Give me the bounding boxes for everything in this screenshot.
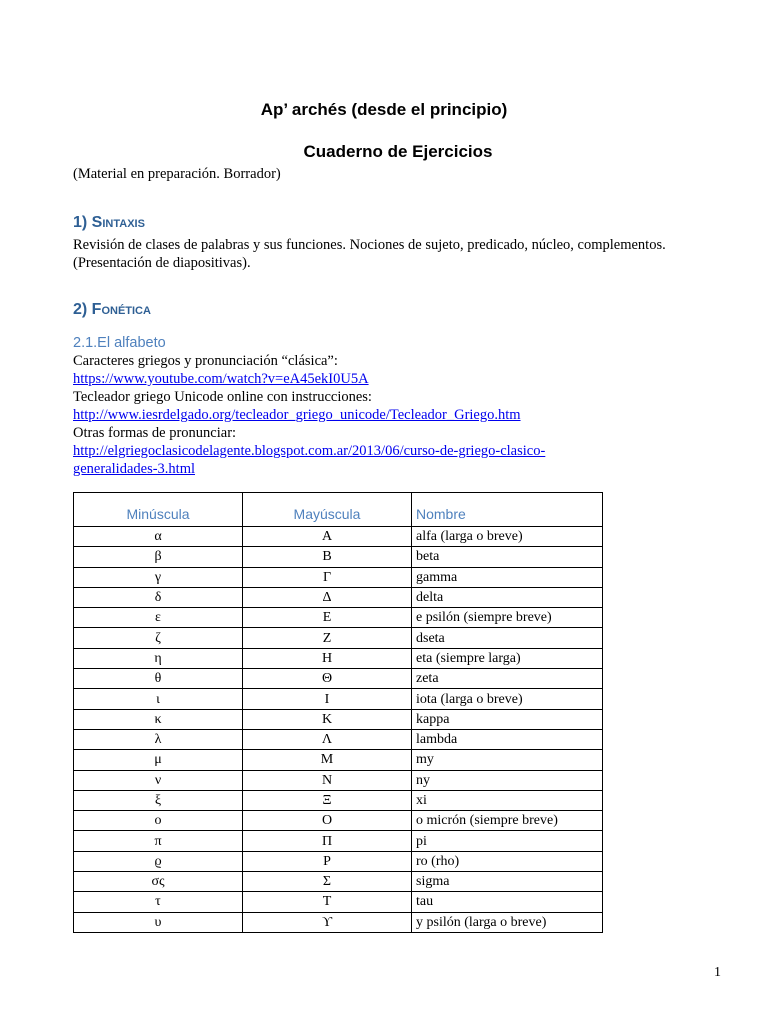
table-row xyxy=(74,587,603,607)
name-cell: e psilón (siempre breve) xyxy=(412,608,603,628)
lowercase-cell: υ xyxy=(74,912,243,932)
name-cell: lambda xyxy=(412,729,603,749)
table-row xyxy=(74,892,603,912)
name-cell: delta xyxy=(412,587,603,607)
uppercase-cell: Ν xyxy=(243,770,412,790)
text-line: Caracteres griegos y pronunciación “clásica”: xyxy=(73,353,338,369)
lowercase-cell: σς xyxy=(74,872,243,892)
blog-link-part2: generalidades-3.html xyxy=(73,461,195,477)
uppercase-cell: Δ xyxy=(243,587,412,607)
lowercase-cell: λ xyxy=(74,729,243,749)
uppercase-cell: Ξ xyxy=(243,790,412,810)
lowercase-cell: η xyxy=(74,648,243,668)
uppercase-cell: ϒ xyxy=(243,912,412,932)
table-row xyxy=(74,750,603,770)
table-row xyxy=(74,912,603,932)
name-cell: gamma xyxy=(412,567,603,587)
name-cell: ny xyxy=(412,770,603,790)
document-title: Ap’ archés (desde el principio) xyxy=(260,100,508,119)
table-row xyxy=(74,608,603,628)
table-row xyxy=(74,851,603,871)
uppercase-cell: Ρ xyxy=(243,851,412,871)
section-name: Fonética xyxy=(91,301,151,318)
column-header: Mayúscula xyxy=(243,493,412,527)
lowercase-cell: μ xyxy=(74,750,243,770)
table-row xyxy=(74,547,603,567)
column-header: Minúscula xyxy=(74,493,243,527)
uppercase-cell: Ι xyxy=(243,689,412,709)
lowercase-cell: γ xyxy=(74,567,243,587)
uppercase-cell: Η xyxy=(243,648,412,668)
name-cell: ro (rho) xyxy=(412,851,603,871)
section-number: 1) xyxy=(73,214,92,231)
name-cell: xi xyxy=(412,790,603,810)
table-row xyxy=(74,770,603,790)
table-row xyxy=(74,689,603,709)
lowercase-cell: ο xyxy=(74,811,243,831)
uppercase-cell: Σ xyxy=(243,872,412,892)
lowercase-cell: ν xyxy=(74,770,243,790)
table-row xyxy=(74,831,603,851)
uppercase-cell: Κ xyxy=(243,709,412,729)
youtube-link[interactable]: https://www.youtube.com/watch?v=eA45ekI0U5A xyxy=(73,371,369,387)
lowercase-cell: ξ xyxy=(74,790,243,810)
lowercase-cell: ι xyxy=(74,689,243,709)
table-row xyxy=(74,567,603,587)
uppercase-cell: Θ xyxy=(243,669,412,689)
lowercase-cell: θ xyxy=(74,669,243,689)
uppercase-cell: Ε xyxy=(243,608,412,628)
name-cell: pi xyxy=(412,831,603,851)
name-cell: y psilón (larga o breve) xyxy=(412,912,603,932)
uppercase-cell: Μ xyxy=(243,750,412,770)
lowercase-cell: ζ xyxy=(74,628,243,648)
subheading-alfabeto: 2.1.El alfabeto xyxy=(73,335,166,351)
lowercase-cell: δ xyxy=(74,587,243,607)
lowercase-cell: ε xyxy=(74,608,243,628)
name-cell: tau xyxy=(412,892,603,912)
uppercase-cell: Π xyxy=(243,831,412,851)
uppercase-cell: Ζ xyxy=(243,628,412,648)
section-name: Sintaxis xyxy=(91,214,145,231)
table-row xyxy=(74,709,603,729)
name-cell: dseta xyxy=(412,628,603,648)
text-line: Tecleador griego Unicode online con instrucciones: xyxy=(73,389,372,405)
lowercase-cell: β xyxy=(74,547,243,567)
blog-link[interactable] xyxy=(73,443,545,477)
text-line: Otras formas de pronunciar: xyxy=(73,425,237,441)
table-row xyxy=(74,669,603,689)
column-header: Nombre xyxy=(412,493,603,527)
uppercase-cell: Γ xyxy=(243,567,412,587)
blog-link-part1: http://elgriegoclasicodelagente.blogspot.com.ar/2013/06/curso-de-griego-clasico- xyxy=(73,443,546,459)
name-cell: o micrón (siempre breve) xyxy=(412,811,603,831)
table-row xyxy=(74,628,603,648)
section-heading-fonetica xyxy=(73,301,151,319)
table-row xyxy=(74,648,603,668)
uppercase-cell: Ο xyxy=(243,811,412,831)
section-sintaxis-text: Revisión de clases de palabras y sus funciones. Nociones de sujeto, predicado, núcleo, complementos. (Presentación de diapositivas). xyxy=(73,237,666,271)
page-number: 1 xyxy=(714,965,721,980)
draft-note: (Material en preparación. Borrador) xyxy=(73,166,281,182)
name-cell: my xyxy=(412,750,603,770)
uppercase-cell: Β xyxy=(243,547,412,567)
uppercase-cell: Τ xyxy=(243,892,412,912)
name-cell: beta xyxy=(412,547,603,567)
name-cell: zeta xyxy=(412,669,603,689)
table-body xyxy=(74,527,603,933)
name-cell: iota (larga o breve) xyxy=(412,689,603,709)
table-row xyxy=(74,729,603,749)
uppercase-cell: Α xyxy=(243,527,412,547)
lowercase-cell: κ xyxy=(74,709,243,729)
table-row xyxy=(74,527,603,547)
section-heading-sintaxis xyxy=(73,214,145,232)
uppercase-cell: Λ xyxy=(243,729,412,749)
name-cell: alfa (larga o breve) xyxy=(412,527,603,547)
alphabet-table xyxy=(73,492,603,933)
table-row xyxy=(74,872,603,892)
document-subtitle: Cuaderno de Ejercicios xyxy=(303,142,493,161)
lowercase-cell: π xyxy=(74,831,243,851)
lowercase-cell: τ xyxy=(74,892,243,912)
name-cell: kappa xyxy=(412,709,603,729)
table-header-row xyxy=(74,493,603,527)
name-cell: sigma xyxy=(412,872,603,892)
tecleador-link[interactable]: http://www.iesrdelgado.org/tecleador_griego_unicode/Tecleador_Griego.htm xyxy=(73,407,521,423)
name-cell: eta (siempre larga) xyxy=(412,648,603,668)
table-row xyxy=(74,790,603,810)
table-row xyxy=(74,811,603,831)
lowercase-cell: α xyxy=(74,527,243,547)
section-number: 2) xyxy=(73,301,92,318)
lowercase-cell: ϱ xyxy=(74,851,243,871)
